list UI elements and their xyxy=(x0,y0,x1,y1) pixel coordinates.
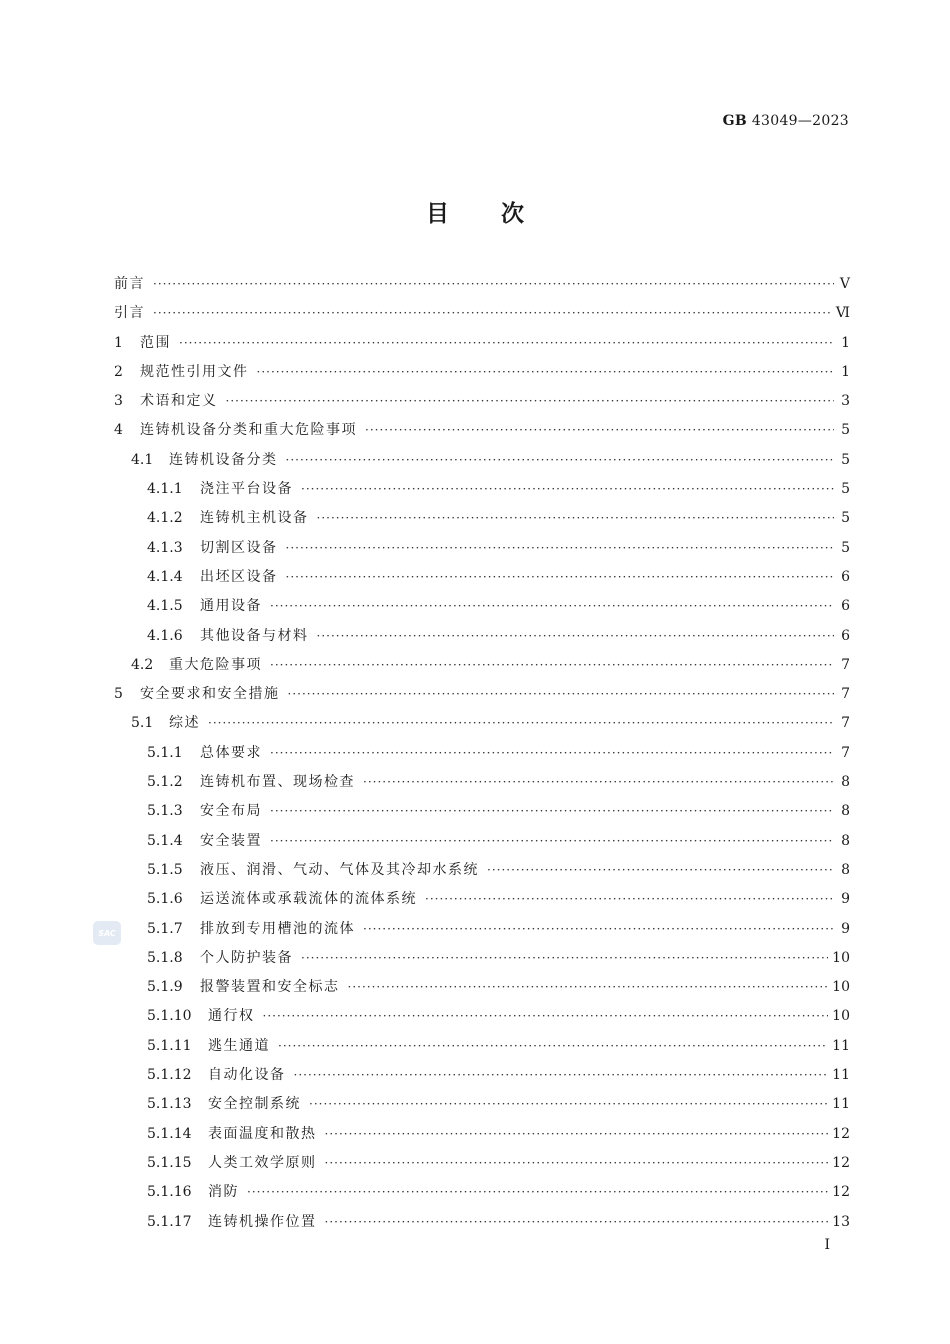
toc-entry-title: 通用设备 xyxy=(200,598,262,615)
toc-leader-dots xyxy=(425,885,834,914)
toc-entry-page: 7 xyxy=(841,715,850,732)
toc-entry-page: 7 xyxy=(841,686,850,703)
table-of-contents xyxy=(114,270,850,1237)
toc-leader-dots xyxy=(286,534,835,563)
toc-entry-number: 4.1.4 xyxy=(147,568,183,585)
toc-leader-dots xyxy=(270,797,834,826)
toc-entry-page: 8 xyxy=(841,861,850,878)
toc-entry-page: 11 xyxy=(832,1096,850,1113)
toc-entry-title: 规范性引用文件 xyxy=(140,363,249,380)
toc-entry-title: 个人防护装备 xyxy=(200,949,293,966)
toc-leader-dots xyxy=(301,475,834,504)
toc-entry-number: 5.1.16 xyxy=(147,1184,192,1201)
toc-entry-number: 3 xyxy=(114,393,123,410)
toc-entry-title: 人类工效学原则 xyxy=(208,1154,317,1171)
toc-entry-number: 5.1.1 xyxy=(147,744,183,761)
toc-entry-number: 5.1.9 xyxy=(147,979,183,996)
toc-leader-dots xyxy=(325,1149,829,1178)
toc-entry-title: 逃生通道 xyxy=(208,1037,270,1054)
toc-entry-title: 术语和定义 xyxy=(140,393,218,410)
toc-entry[interactable] xyxy=(114,270,850,299)
toc-entry[interactable] xyxy=(114,592,850,621)
toc-entry[interactable] xyxy=(114,1032,850,1061)
toc-entry[interactable] xyxy=(114,475,850,504)
toc-entry-page: 5 xyxy=(841,481,850,498)
page-title: 目次 xyxy=(426,200,576,227)
toc-leader-dots xyxy=(270,651,834,680)
toc-leader-dots xyxy=(270,592,834,621)
toc-entry-page: 5 xyxy=(841,451,850,468)
toc-entry-page: 13 xyxy=(832,1213,850,1230)
toc-entry-title: 报警装置和安全标志 xyxy=(200,979,340,996)
toc-entry[interactable] xyxy=(114,1208,850,1237)
toc-leader-dots xyxy=(153,299,832,328)
toc-entry-number: 5.1.14 xyxy=(147,1125,192,1142)
toc-entry-page: 8 xyxy=(841,803,850,820)
toc-entry-page: 3 xyxy=(841,393,850,410)
toc-entry[interactable] xyxy=(114,622,850,651)
toc-leader-dots xyxy=(363,915,834,944)
toc-entry-page: 8 xyxy=(841,832,850,849)
toc-entry-title: 安全布局 xyxy=(200,803,262,820)
toc-leader-dots xyxy=(301,944,828,973)
toc-entry-number: 5.1.2 xyxy=(147,774,183,791)
toc-entry[interactable] xyxy=(114,768,850,797)
toc-leader-dots xyxy=(288,680,835,709)
toc-entry[interactable] xyxy=(114,358,850,387)
toc-entry-number: 5.1.12 xyxy=(147,1067,192,1084)
toc-entry-number: 5.1 xyxy=(131,715,154,732)
toc-entry-page: 9 xyxy=(841,891,850,908)
toc-entry-number: 4.1.1 xyxy=(147,481,183,498)
toc-entry-title: 浇注平台设备 xyxy=(200,481,293,498)
toc-leader-dots xyxy=(348,973,829,1002)
toc-entry-number: 5.1.13 xyxy=(147,1096,192,1113)
toc-entry-title: 运送流体或承载流体的流体系统 xyxy=(200,891,417,908)
toc-entry-title: 切割区设备 xyxy=(200,539,278,556)
toc-entry-title: 其他设备与材料 xyxy=(200,627,309,644)
toc-entry-number: 1 xyxy=(114,334,123,351)
toc-entry-page: 5 xyxy=(841,539,850,556)
toc-entry-number: 5 xyxy=(114,686,123,703)
toc-leader-dots xyxy=(226,387,835,416)
toc-entry-number: 4.1.5 xyxy=(147,598,183,615)
toc-leader-dots xyxy=(208,709,834,738)
toc-entry-page: 5 xyxy=(841,510,850,527)
toc-leader-dots xyxy=(325,1120,829,1149)
toc-entry-title: 连铸机操作位置 xyxy=(208,1213,317,1230)
toc-entry[interactable] xyxy=(114,1002,850,1031)
toc-entry-page: 12 xyxy=(832,1125,850,1142)
toc-leader-dots xyxy=(363,768,834,797)
toc-entry-title: 连铸机主机设备 xyxy=(200,510,309,527)
toc-entry-number: 4.1 xyxy=(131,451,154,468)
toc-entry[interactable] xyxy=(114,651,850,680)
toc-entry-number: 4 xyxy=(114,422,123,439)
toc-leader-dots xyxy=(270,827,834,856)
toc-entry[interactable] xyxy=(114,1090,850,1119)
toc-entry-page: 10 xyxy=(832,949,850,966)
toc-leader-dots xyxy=(179,329,834,358)
toc-leader-dots xyxy=(294,1061,829,1090)
toc-entry-page: 6 xyxy=(841,568,850,585)
toc-entry-title: 连铸机布置、现场检查 xyxy=(200,774,355,791)
toc-leader-dots xyxy=(309,1090,828,1119)
toc-entry-title: 连铸机设备分类和重大危险事项 xyxy=(140,422,357,439)
toc-entry-title: 范围 xyxy=(140,334,171,351)
toc-entry[interactable] xyxy=(114,885,850,914)
toc-entry-number: 5.1.5 xyxy=(147,861,183,878)
toc-entry-number: 5.1.4 xyxy=(147,832,183,849)
toc-entry[interactable] xyxy=(114,856,850,885)
toc-entry-title: 安全控制系统 xyxy=(208,1096,301,1113)
toc-entry[interactable] xyxy=(114,1178,850,1207)
toc-leader-dots xyxy=(247,1178,828,1207)
toc-entry[interactable] xyxy=(114,416,850,445)
toc-entry-title: 通行权 xyxy=(208,1008,255,1025)
sac-logo-watermark: SAC xyxy=(93,921,121,945)
toc-entry-page: 12 xyxy=(832,1184,850,1201)
toc-entry[interactable] xyxy=(114,563,850,592)
toc-entry[interactable] xyxy=(114,1149,850,1178)
toc-entry-page: 12 xyxy=(832,1154,850,1171)
toc-entry-page: 11 xyxy=(832,1037,850,1054)
toc-entry-title: 消防 xyxy=(208,1184,239,1201)
toc-entry-page: Ⅴ xyxy=(839,276,850,292)
toc-leader-dots xyxy=(286,446,835,475)
toc-entry-number: 4.1.2 xyxy=(147,510,183,527)
toc-entry[interactable] xyxy=(114,915,850,944)
toc-entry-page: 7 xyxy=(841,656,850,673)
toc-entry-number: 4.1.3 xyxy=(147,539,183,556)
toc-leader-dots xyxy=(263,1002,829,1031)
toc-entry-title: 引言 xyxy=(114,305,145,322)
toc-entry-title: 安全装置 xyxy=(200,832,262,849)
toc-leader-dots xyxy=(153,270,834,299)
toc-leader-dots xyxy=(317,622,835,651)
toc-entry[interactable] xyxy=(114,944,850,973)
toc-entry-page: 5 xyxy=(841,422,850,439)
standard-code: 43049—2023 xyxy=(751,113,849,129)
toc-entry-title: 自动化设备 xyxy=(208,1067,286,1084)
toc-entry[interactable] xyxy=(114,329,850,358)
toc-entry-page: 11 xyxy=(832,1067,850,1084)
toc-leader-dots xyxy=(365,416,834,445)
toc-entry-number: 2 xyxy=(114,363,123,380)
toc-entry-page: Ⅵ xyxy=(835,305,850,322)
toc-leader-dots xyxy=(270,739,834,768)
toc-entry-number: 5.1.11 xyxy=(147,1037,192,1054)
toc-entry[interactable] xyxy=(114,797,850,826)
toc-entry[interactable] xyxy=(114,504,850,533)
toc-entry-number: 5.1.8 xyxy=(147,949,183,966)
toc-entry-page: 8 xyxy=(841,774,850,791)
toc-entry-title: 连铸机设备分类 xyxy=(169,451,278,468)
toc-entry-page: 9 xyxy=(841,920,850,937)
toc-entry-page: 6 xyxy=(841,627,850,644)
toc-leader-dots xyxy=(257,358,835,387)
toc-entry-number: 5.1.7 xyxy=(147,920,183,937)
toc-entry-title: 前言 xyxy=(114,276,145,292)
toc-entry-number: 4.2 xyxy=(131,656,154,673)
toc-entry-title: 出坯区设备 xyxy=(200,568,278,585)
toc-entry-title: 总体要求 xyxy=(200,744,262,761)
toc-entry-number: 5.1.6 xyxy=(147,891,183,908)
toc-leader-dots xyxy=(286,563,835,592)
toc-entry-number: 5.1.3 xyxy=(147,803,183,820)
toc-entry-page: 7 xyxy=(841,744,850,761)
toc-entry[interactable] xyxy=(114,739,850,768)
toc-entry-title: 排放到专用槽池的流体 xyxy=(200,920,355,937)
toc-entry-title: 液压、润滑、气动、气体及其冷却水系统 xyxy=(200,861,479,878)
toc-entry-number: 4.1.6 xyxy=(147,627,183,644)
toc-entry-title: 综述 xyxy=(169,715,200,732)
toc-entry-page: 10 xyxy=(832,979,850,996)
toc-entry[interactable] xyxy=(114,387,850,416)
toc-entry[interactable] xyxy=(114,680,850,709)
toc-entry[interactable] xyxy=(114,827,850,856)
toc-entry[interactable] xyxy=(114,446,850,475)
standard-prefix: GB xyxy=(722,113,748,129)
page-folio: Ⅰ xyxy=(824,1237,830,1253)
toc-entry-number: 5.1.10 xyxy=(147,1008,192,1025)
toc-entry-page: 1 xyxy=(841,334,850,351)
toc-entry-title: 重大危险事项 xyxy=(169,656,262,673)
toc-leader-dots xyxy=(325,1208,829,1237)
toc-entry[interactable] xyxy=(114,1120,850,1149)
toc-entry-number: 5.1.17 xyxy=(147,1213,192,1230)
toc-entry-page: 10 xyxy=(832,1008,850,1025)
toc-leader-dots xyxy=(278,1032,828,1061)
standard-number xyxy=(723,113,849,129)
toc-entry-title: 安全要求和安全措施 xyxy=(140,686,280,703)
toc-entry-page: 6 xyxy=(841,598,850,615)
toc-entry[interactable] xyxy=(114,973,850,1002)
toc-entry-number: 5.1.15 xyxy=(147,1154,192,1171)
toc-entry[interactable] xyxy=(114,534,850,563)
toc-entry-page: 1 xyxy=(841,363,850,380)
toc-entry[interactable] xyxy=(114,299,850,328)
toc-leader-dots xyxy=(487,856,834,885)
toc-entry-title: 表面温度和散热 xyxy=(208,1125,317,1142)
toc-leader-dots xyxy=(317,504,835,533)
toc-entry[interactable] xyxy=(114,1061,850,1090)
toc-entry[interactable] xyxy=(114,709,850,738)
